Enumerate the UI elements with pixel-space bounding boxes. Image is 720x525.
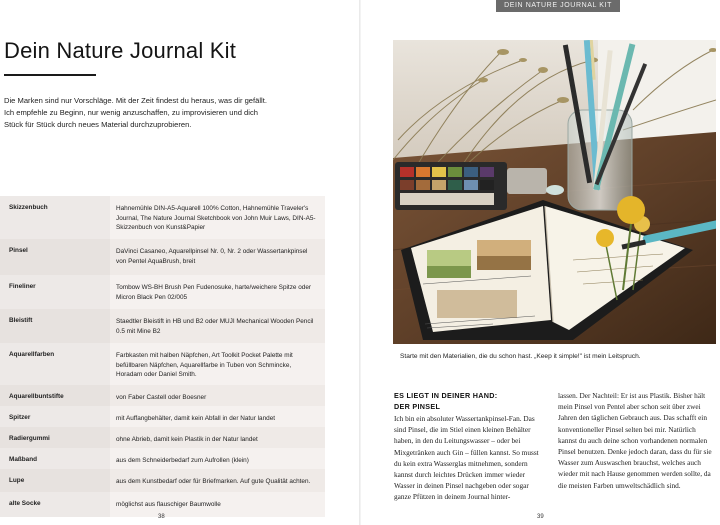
table-row — [0, 406, 325, 427]
page-number-left: 38 — [158, 514, 165, 520]
item-name: Spitzer — [0, 406, 110, 427]
page-number-right: 39 — [537, 514, 544, 520]
table-row — [0, 427, 325, 448]
page-title: Dein Nature Journal Kit — [4, 38, 237, 63]
item-description: DaVinci Casaneo, Aquarellpinsel Nr. 0, Nr. 2 oder Wassertankpinsel von Pentel AquaBrush, breit — [116, 248, 308, 265]
item-name: Maßband — [0, 448, 110, 469]
item-description: ohne Abrieb, damit kein Plastik in der Natur landet — [116, 436, 258, 443]
photo-caption: Starte mit den Materialien, die du schon hast. „Keep it simple!" ist mein Leitspruch. — [400, 353, 641, 360]
item-name: Radiergummi — [0, 427, 110, 448]
heading-line-1: ES LIEGT IN DEINER HAND: — [394, 391, 498, 400]
table-row — [0, 385, 325, 406]
table-row — [0, 196, 325, 239]
item-name: Lupe — [0, 469, 110, 492]
item-name: Fineliner — [0, 275, 110, 309]
table-row — [0, 469, 325, 492]
article-column-1: Ich bin ein absoluter Wassertankpinsel-Fan. Das sind Pinsel, die im Stiel einen kleinen Behälter haben, in den du Leitungswasser – oder bei Mixgetränken auch Gin – füllen kannst. So musst du kein extra Wasserglas mitnehmen, sondern kannst durch leichtes Drücken immer wieder Wasser in deinen Pinsel nachgeben oder sogar ganze Pfützen in deinem Journal hinter- — [394, 414, 539, 502]
item-name: Aquarellfarben — [0, 343, 110, 385]
item-name: Bleistift — [0, 309, 110, 343]
item-description: Staedtler Bleistift in HB und B2 oder MUJI Mechanical Wooden Pencil 0.5 mit Mine B2 — [116, 318, 314, 335]
table-row — [0, 309, 325, 343]
intro-paragraph: Die Marken sind nur Vorschläge. Mit der Zeit findest du heraus, was dir gefällt. Ich empfehle zu Beginn, nur wenig anzuschaffen, zu improvisieren und dich Stück für Stück durch neues Material durchzuprobieren. — [4, 96, 267, 129]
item-description: Farbkasten mit halben Näpfchen, Art Toolkit Pocket Palette mit befüllbaren Näpfchen, Aquarellfarbe in Tuben von Schmincke, Horadam oder Daniel Smith. — [116, 352, 293, 378]
item-name: alte Socke — [0, 492, 110, 517]
article-column-2: lassen. Der Nachteil: Er ist aus Plastik. Bisher hält mein Pinsel von Pentel aber schon seit über zwei Jahren den täglichen Gebrauch aus. Das schafft ein konventioneller Pinsel selten bei mir. Natürlich kannst du auch deine schon vorhandenen normalen Pinsel benutzen. Denke jedoch daran, dass du für sie Wasser zum Auswaschen brauchst, welches auch wieder mit nach Hause genommen werden sollte, da die meisten Farben umweltschädlich sind. — [558, 391, 712, 490]
item-description: Hahnemühle DIN-A5-Aquarell 100% Cotton, Hahnemühle Traveler's Journal, The Nature Journal Sketchbook von John Muir Laws, DIN-A5-Skizzenbuch von Kunst&Papier — [116, 205, 316, 231]
photo-illustration — [393, 40, 716, 344]
table-row — [0, 275, 325, 309]
item-name: Skizzenbuch — [0, 196, 110, 239]
item-description: aus dem Kunstbedarf oder für Briefmarken. Auf gute Qualität achten. — [116, 478, 311, 485]
running-header: DEIN NATURE JOURNAL KIT — [496, 0, 620, 12]
item-name: Aquarellbuntstifte — [0, 385, 110, 406]
item-description: Tombow WS-BH Brush Pen Fudenosuke, harte/weichere Spitze oder Micron Black Pen 02/005 — [116, 284, 312, 301]
table-row — [0, 343, 325, 385]
title-rule — [4, 74, 96, 76]
heading-line-2: DER PINSEL — [394, 402, 441, 411]
table-row — [0, 448, 325, 469]
item-description: von Faber Castell oder Boesner — [116, 394, 207, 401]
kit-table — [0, 196, 325, 517]
book-gutter — [359, 0, 361, 525]
item-description: mit Auffangbehälter, damit kein Abfall in der Natur landet — [116, 415, 276, 422]
item-description: möglichst aus flauschiger Baumwolle — [116, 501, 221, 508]
table-row — [0, 239, 325, 275]
item-description: aus dem Schneiderbedarf zum Aufrollen (klein) — [116, 457, 249, 464]
nature-journal-photo — [393, 40, 716, 344]
item-name: Pinsel — [0, 239, 110, 275]
article-heading — [394, 390, 497, 412]
